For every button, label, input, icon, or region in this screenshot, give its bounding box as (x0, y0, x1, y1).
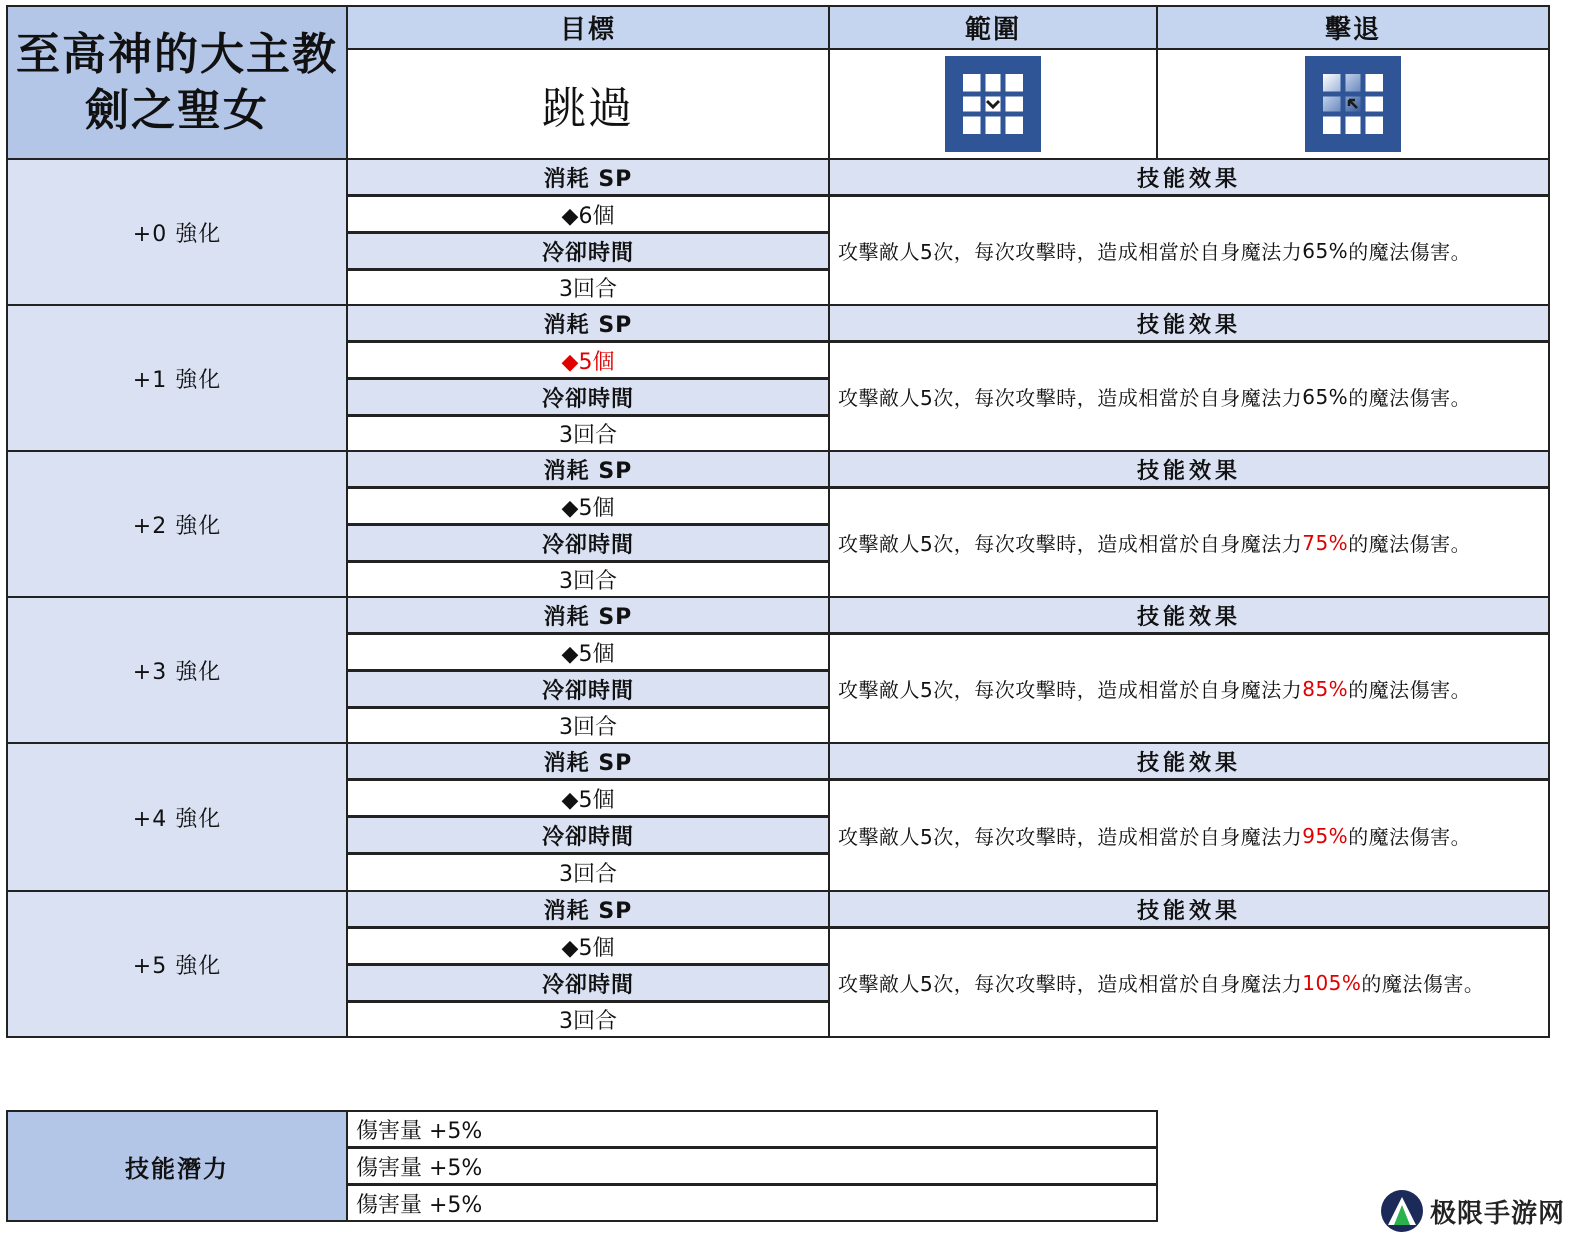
effect-suffix: 的魔法傷害。 (1348, 678, 1472, 702)
sp-value: ◆5個 (346, 779, 830, 817)
effect-text (828, 195, 1550, 306)
level-label-cell (6, 304, 348, 452)
effect-header: 技能效果 (828, 450, 1550, 488)
sp-value: ◆5個 (346, 341, 830, 379)
effect-text (828, 927, 1550, 1038)
effect-header: 技能效果 (828, 596, 1550, 634)
header-target: 目標 (346, 5, 830, 50)
range-grid-icon (945, 56, 1041, 152)
level-label-cell (6, 742, 348, 892)
level-label: +4 強化 (132, 806, 222, 832)
header-knockback: 擊退 (1156, 5, 1550, 50)
skill-title-cell (6, 5, 348, 160)
cooldown-header: 冷卻時間 (346, 378, 830, 416)
skill-title-line2: 劍之聖女 (85, 84, 269, 136)
effect-percent: 85% (1302, 676, 1349, 701)
potential-row: 傷害量 +5% (346, 1147, 1158, 1185)
target-value: 跳過 (542, 83, 634, 134)
effect-suffix: 的魔法傷害。 (1348, 825, 1472, 849)
effect-text (828, 633, 1550, 744)
effect-suffix: 的魔法傷害。 (1348, 532, 1472, 556)
level-label: +5 強化 (132, 953, 222, 979)
potential-row: 傷害量 +5% (346, 1110, 1158, 1148)
effect-text (828, 779, 1550, 892)
sp-value: ◆5個 (346, 487, 830, 525)
sp-header: 消耗 SP (346, 450, 830, 488)
sp-header: 消耗 SP (346, 742, 830, 780)
cooldown-value: 3回合 (346, 853, 830, 892)
cooldown-header: 冷卻時間 (346, 816, 830, 854)
sp-value: ◆5個 (346, 927, 830, 965)
knockback-grid-icon (1305, 56, 1401, 152)
knockback-value-cell (1156, 48, 1550, 160)
cooldown-value: 3回合 (346, 415, 830, 452)
level-label: +3 強化 (132, 659, 222, 685)
sp-header: 消耗 SP (346, 890, 830, 928)
level-label: +1 強化 (132, 367, 222, 393)
potential-row: 傷害量 +5% (346, 1184, 1158, 1222)
effect-percent: 95% (1302, 823, 1349, 848)
effect-suffix: 的魔法傷害。 (1361, 972, 1485, 996)
level-label: +0 強化 (132, 221, 222, 247)
effect-header: 技能效果 (828, 890, 1550, 928)
cooldown-header: 冷卻時間 (346, 964, 830, 1002)
level-label-cell (6, 158, 348, 306)
effect-prefix: 攻擊敵人5次，每次攻擊時，造成相當於自身魔法力 (838, 532, 1303, 556)
sp-value: ◆6個 (346, 195, 830, 233)
effect-text (828, 487, 1550, 598)
sp-value: ◆5個 (346, 633, 830, 671)
effect-prefix: 攻擊敵人5次，每次攻擊時，造成相當於自身魔法力 (838, 972, 1303, 996)
effect-header: 技能效果 (828, 742, 1550, 780)
effect-percent: 65% (1302, 384, 1349, 409)
mountain-logo-icon (1380, 1189, 1424, 1233)
cooldown-header: 冷卻時間 (346, 232, 830, 270)
sp-header: 消耗 SP (346, 158, 830, 196)
skill-title-line1: 至高神的大主教 (16, 28, 338, 80)
sp-header: 消耗 SP (346, 304, 830, 342)
cooldown-value: 3回合 (346, 269, 830, 306)
header-range: 範圍 (828, 5, 1158, 50)
effect-suffix: 的魔法傷害。 (1348, 240, 1472, 264)
effect-prefix: 攻擊敵人5次，每次攻擊時，造成相當於自身魔法力 (838, 240, 1303, 264)
target-value-cell (346, 48, 830, 160)
cooldown-value: 3回合 (346, 561, 830, 598)
level-label-cell (6, 890, 348, 1038)
effect-text (828, 341, 1550, 452)
level-label-cell (6, 450, 348, 598)
effect-prefix: 攻擊敵人5次，每次攻擊時，造成相當於自身魔法力 (838, 678, 1303, 702)
effect-percent: 105% (1302, 970, 1362, 995)
potential-label: 技能潛力 (6, 1110, 348, 1222)
effect-percent: 65% (1302, 238, 1349, 263)
range-value-cell (828, 48, 1158, 160)
watermark-text: 极限手游网 (1430, 1198, 1566, 1229)
cooldown-header: 冷卻時間 (346, 524, 830, 562)
effect-suffix: 的魔法傷害。 (1348, 386, 1472, 410)
effect-header: 技能效果 (828, 304, 1550, 342)
cooldown-value: 3回合 (346, 707, 830, 744)
effect-prefix: 攻擊敵人5次，每次攻擊時，造成相當於自身魔法力 (838, 386, 1303, 410)
level-label: +2 強化 (132, 513, 222, 539)
effect-percent: 75% (1302, 530, 1349, 555)
level-label-cell (6, 596, 348, 744)
watermark-logo (1380, 1186, 1580, 1236)
cooldown-header: 冷卻時間 (346, 670, 830, 708)
cooldown-value: 3回合 (346, 1001, 830, 1038)
sp-header: 消耗 SP (346, 596, 830, 634)
effect-header: 技能效果 (828, 158, 1550, 196)
effect-prefix: 攻擊敵人5次，每次攻擊時，造成相當於自身魔法力 (838, 825, 1303, 849)
